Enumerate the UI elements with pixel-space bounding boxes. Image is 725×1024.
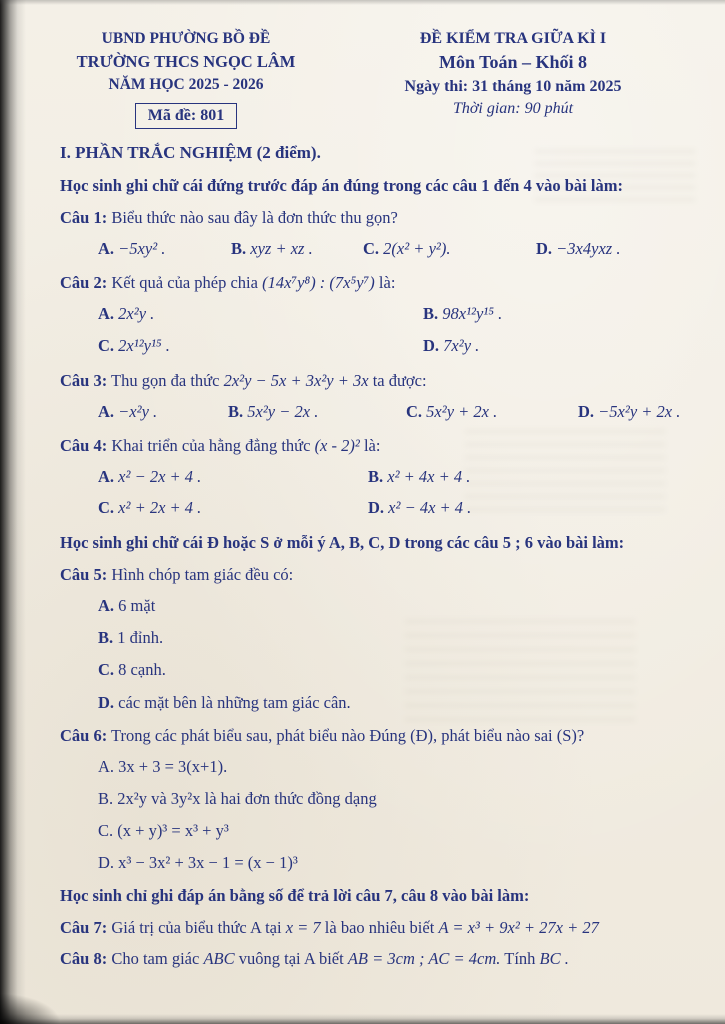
instruction-q7-q8: Học sinh chỉ ghi đáp án bằng số để trả lời câu 7, câu 8 vào bài làm: [60, 886, 530, 906]
school-name: TRƯỜNG THCS NGỌC LÂM [76, 52, 296, 72]
question-8-stem: Cho tam giác [111, 949, 200, 969]
question-8-math2: AB = 3cm ; AC = 4cm. [347, 949, 501, 969]
option-1c: C. 2(x² + y²). [363, 239, 451, 259]
exam-content [60, 28, 689, 978]
question-7-stem: Giá trị của biểu thức A tại [111, 918, 282, 938]
option-6c: C. (x + y)³ = x³ + y³ [98, 820, 229, 840]
scan-edge-top [0, 0, 725, 5]
question-8-label: Câu 8: [60, 949, 108, 969]
question-1-options [60, 237, 689, 260]
option-5b: B. 1 đỉnh. [98, 628, 164, 648]
option-1b: B. xyz + xz . [231, 239, 313, 259]
option-4d: D. x² − 4x + 4 . [368, 497, 472, 517]
question-5-stem: Hình chóp tam giác đều có: [111, 565, 294, 585]
issuer-name: UBND PHƯỜNG BỒ ĐỀ [101, 30, 271, 47]
question-6-text [60, 724, 689, 747]
option-6d: D. x³ − 3x² + 3x − 1 = (x − 1)³ [98, 853, 298, 873]
option-6b: B. 2x²y và 3y²x là hai đơn thức đồng dạng [98, 788, 377, 808]
question-3-text: Câu 3: Thu gọn đa thức 2x²y − 5x + 3x²y + 3x ta được: [60, 370, 427, 390]
instruction-q1-q4: Học sinh ghi chữ cái đứng trước đáp án đúng trong các câu 1 đến 4 vào bài làm: [60, 176, 623, 196]
question-2-math: (14x⁷y⁸) : (7x⁵y⁷) [262, 273, 375, 293]
question-6-label: Câu 6: [60, 725, 108, 745]
option-5a: A. 6 mặt [98, 596, 156, 616]
exam-title: ĐỀ KIỂM TRA GIỮA KÌ I [419, 30, 607, 47]
question-2-label: Câu 2: [60, 273, 108, 293]
question-7-text: Câu 7: Giá trị của biểu thức A tại x = 7 là bao nhiêu biết A = x³ + 9x² + 27x + 27 [60, 918, 599, 938]
option-3a: A. −x²y . [98, 401, 158, 421]
question-6-stem: Trong các phát biểu sau, phát biểu nào Đúng (Đ), phát biểu nào sai (S)? [111, 725, 585, 745]
exam-date: Ngày thi: 31 tháng 10 năm 2025 [404, 77, 622, 95]
question-2-stem: Kết quả của phép chia [111, 273, 258, 293]
question-4-options-row2 [60, 496, 689, 519]
exam-duration: Thời gian: 90 phút [452, 99, 574, 117]
option-1d: D. −3x4yxz . [536, 239, 621, 259]
option-5d: D. các mặt bên là những tam giác cân. [98, 692, 351, 712]
option-2d: D. 7x²y . [423, 335, 480, 355]
option-2b: B. 98x¹²y¹⁵ . [423, 304, 503, 324]
option-1a: A. −5xy² . [98, 239, 166, 259]
question-2-text: Câu 2: Kết quả của phép chia (14x⁷y⁸) : (7x⁵y⁷) là: [60, 273, 396, 293]
question-3-label: Câu 3: [60, 370, 108, 390]
question-4-label: Câu 4: [60, 435, 108, 455]
option-2c: C. 2x¹²y¹⁵ . [98, 335, 170, 355]
option-4a: A. x² − 2x + 4 . [98, 466, 202, 486]
option-3c: C. 5x²y + 2x . [406, 401, 498, 421]
question-3-stem: Thu gọn đa thức [111, 370, 220, 390]
exam-info-block [337, 28, 689, 129]
question-5-options [60, 594, 689, 713]
question-7-label: Câu 7: [60, 918, 108, 938]
option-2a: A. 2x²y . [98, 304, 155, 324]
school-info-block [60, 28, 312, 129]
option-4b: B. x² + 4x + 4 . [368, 466, 471, 486]
question-8-math1: ABC [203, 949, 235, 969]
option-5c: C. 8 cạnh. [98, 660, 166, 680]
question-3-options [60, 400, 689, 423]
option-6a: A. 3x + 3 = 3(x+1). [98, 756, 228, 776]
section-title: I. PHẦN TRẮC NGHIỆM (2 điểm). [60, 143, 321, 163]
question-3-math: 2x²y − 5x + 3x²y + 3x [223, 370, 369, 390]
exam-header [60, 28, 689, 129]
question-5-label: Câu 5: [60, 565, 108, 585]
school-year: NĂM HỌC 2025 - 2026 [108, 76, 264, 94]
option-3b: B. 5x²y − 2x . [228, 401, 319, 421]
option-3d: D. −5x²y + 2x . [578, 401, 681, 421]
question-7-math2: A = x³ + 9x² + 27x + 27 [438, 918, 599, 938]
scan-edge-bottom [0, 1014, 725, 1024]
question-1-stem: Biểu thức nào sau đây là đơn thức thu gọn? [111, 208, 398, 228]
question-1-label: Câu 1: [60, 208, 108, 228]
question-8-text: Câu 8: Cho tam giác ABC vuông tại A biết AB = 3cm ; AC = 4cm. Tính BC . [60, 949, 569, 969]
question-5-text [60, 563, 689, 586]
exam-subject: Môn Toán – Khối 8 [438, 52, 588, 73]
question-4-stem: Khai triển của hằng đẳng thức [111, 435, 311, 455]
question-6-options [60, 755, 689, 874]
instruction-q5-q6: Học sinh ghi chữ cái Đ hoặc S ở mỗi ý A, B, C, D trong các câu 5 ; 6 vào bài làm: [60, 533, 625, 553]
question-2-options-row1 [60, 302, 689, 325]
question-4-math: (x - 2)² [314, 435, 360, 455]
question-2-options-row2 [60, 334, 689, 357]
question-4-text: Câu 4: Khai triển của hằng đẳng thức (x - 2)² là: [60, 435, 381, 455]
scan-corner-artifact [0, 994, 60, 1024]
exam-code-box: Mã đề: 801 [135, 103, 237, 129]
scan-edge-left [0, 0, 26, 1024]
question-7-math1: x = 7 [285, 918, 321, 938]
option-4c: C. x² + 2x + 4 . [98, 497, 202, 517]
question-4-options-row1 [60, 465, 689, 488]
question-8-math3: BC . [539, 949, 569, 969]
question-1-text [60, 206, 689, 229]
